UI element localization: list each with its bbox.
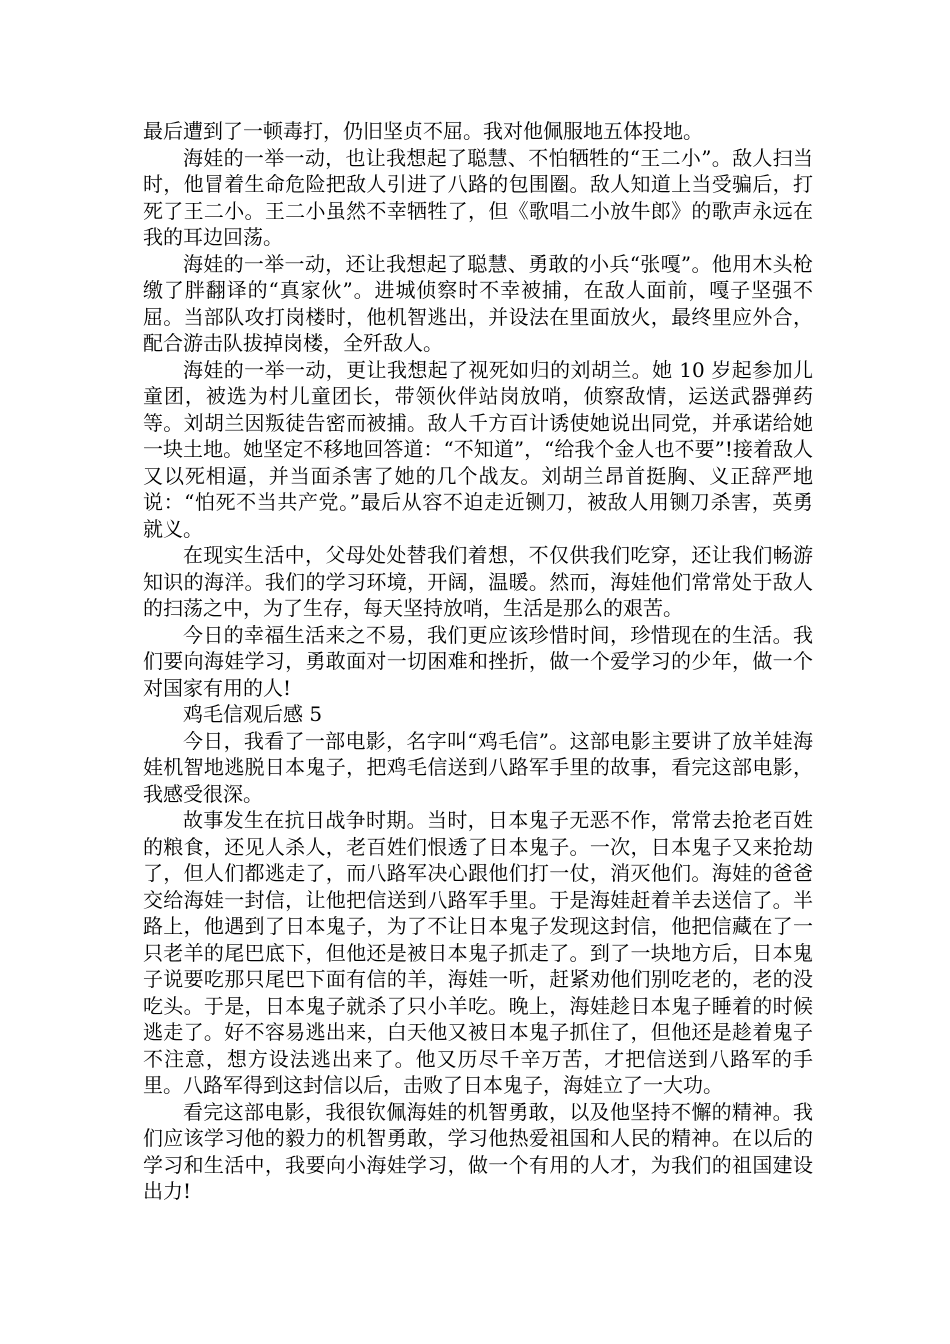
document-body <box>143 118 813 1205</box>
paragraph-zhang-ga: 海娃的一举一动，还让我想起了聪慧、勇敢的小兵“张嘎”。他用木头枪缴了胖翻译的“真家伙”。进城侦察时不幸被捕，在敌人面前，嘎子坚强不屈。当部队攻打岗楼时，他机智逃出，并设法在里面放火，最终里应外合，配合游击队拔掉岗楼，全歼敌人。 <box>143 251 813 355</box>
paragraph-conclusion: 看完这部电影，我很钦佩海娃的机智勇敢，以及他坚持不懈的精神。我们应该学习他的毅力的机智勇敢，学习他热爱祖国和人民的精神。在以后的学习和生活中，我要向小海娃学习，做一个有用的人才，为我们的祖国建设出力! <box>143 1099 813 1203</box>
paragraph-real-life: 在现实生活中，父母处处替我们着想，不仅供我们吃穿，还让我们畅游知识的海洋。我们的学习环境，开阔，温暖。然而，海娃他们常常处于敌人的扫荡之中，为了生存，每天坚持放哨，生活是那么的艰苦。 <box>143 543 813 620</box>
paragraph-continuation: 最后遭到了一顿毒打，仍旧坚贞不屈。我对他佩服地五体投地。 <box>143 119 703 143</box>
paragraph-movie-intro: 今日，我看了一部电影，名字叫“鸡毛信”。这部电影主要讲了放羊娃海娃机智地逃脱日本鬼子，把鸡毛信送到八路军手里的故事，看完这部电影，我感受很深。 <box>143 728 813 806</box>
paragraph-happy-life: 今日的幸福生活来之不易，我们更应该珍惜时间，珍惜现在的生活。我们要向海娃学习，勇敢面对一切困难和挫折，做一个爱学习的少年，做一个对国家有用的人! <box>143 622 813 700</box>
paragraph-liu-hulan: 海娃的一举一动，更让我想起了视死如归的刘胡兰。她 10 岁起参加儿童团，被选为村儿童团长，带领伙伴站岗放哨，侦察敌情，运送武器弹药等。刘胡兰因叛徒告密而被捕。敌人千方百计诱使她说出同党，并承诺给她一块土地。她坚定不移地回答道：“不知道”，“给我个金人也不要”!接着敌人又以死相逼，并当面杀害了她的几个战友。刘胡兰昂首挺胸、义正辞严地说：“怕死不当共产党。”最后从容不迫走近铡刀，被敌人用铡刀杀害，英勇就义。 <box>143 357 813 541</box>
paragraph-story: 故事发生在抗日战争时期。当时，日本鬼子无恶不作，常常去抢老百姓的粮食，还见人杀人，老百姓们恨透了日本鬼子。一次，日本鬼子又来抢劫了，但人们都逃走了，而八路军决心跟他们打一仗，消灭他们。海娃的爸爸交给海娃一封信，让他把信送到八路军手里。于是海娃赶着羊去送信了。半路上，他遇到了日本鬼子，为了不让日本鬼子发现这封信，他把信藏在了一只老羊的尾巴底下，但他还是被日本鬼子抓走了。到了一块地方后，日本鬼子说要吃那只尾巴下面有信的羊，海娃一听，赶紧劝他们别吃老的，老的没吃头。于是，日本鬼子就杀了只小羊吃。晚上，海娃趁日本鬼子睡着的时候逃走了。好不容易逃出来，白天他又被日本鬼子抓住了，但他还是趁着鬼子不注意，想方设法逃出来了。他又历尽千辛万苦，才把信送到八路军的手里。八路军得到这封信以后，击败了日本鬼子，海娃立了一大功。 <box>143 808 813 1097</box>
section-title: 鸡毛信观后感 5 <box>183 702 323 726</box>
paragraph-wang-erxiao: 海娃的一举一动，也让我想起了聪慧、不怕牺牲的“王二小”。敌人扫当时，他冒着生命危险把敌人引进了八路的包围圈。敌人知道上当受骗后，打死了王二小。王二小虽然不幸牺牲了，但《歌唱二小放牛郎》的歌声永远在我的耳边回荡。 <box>143 145 813 249</box>
